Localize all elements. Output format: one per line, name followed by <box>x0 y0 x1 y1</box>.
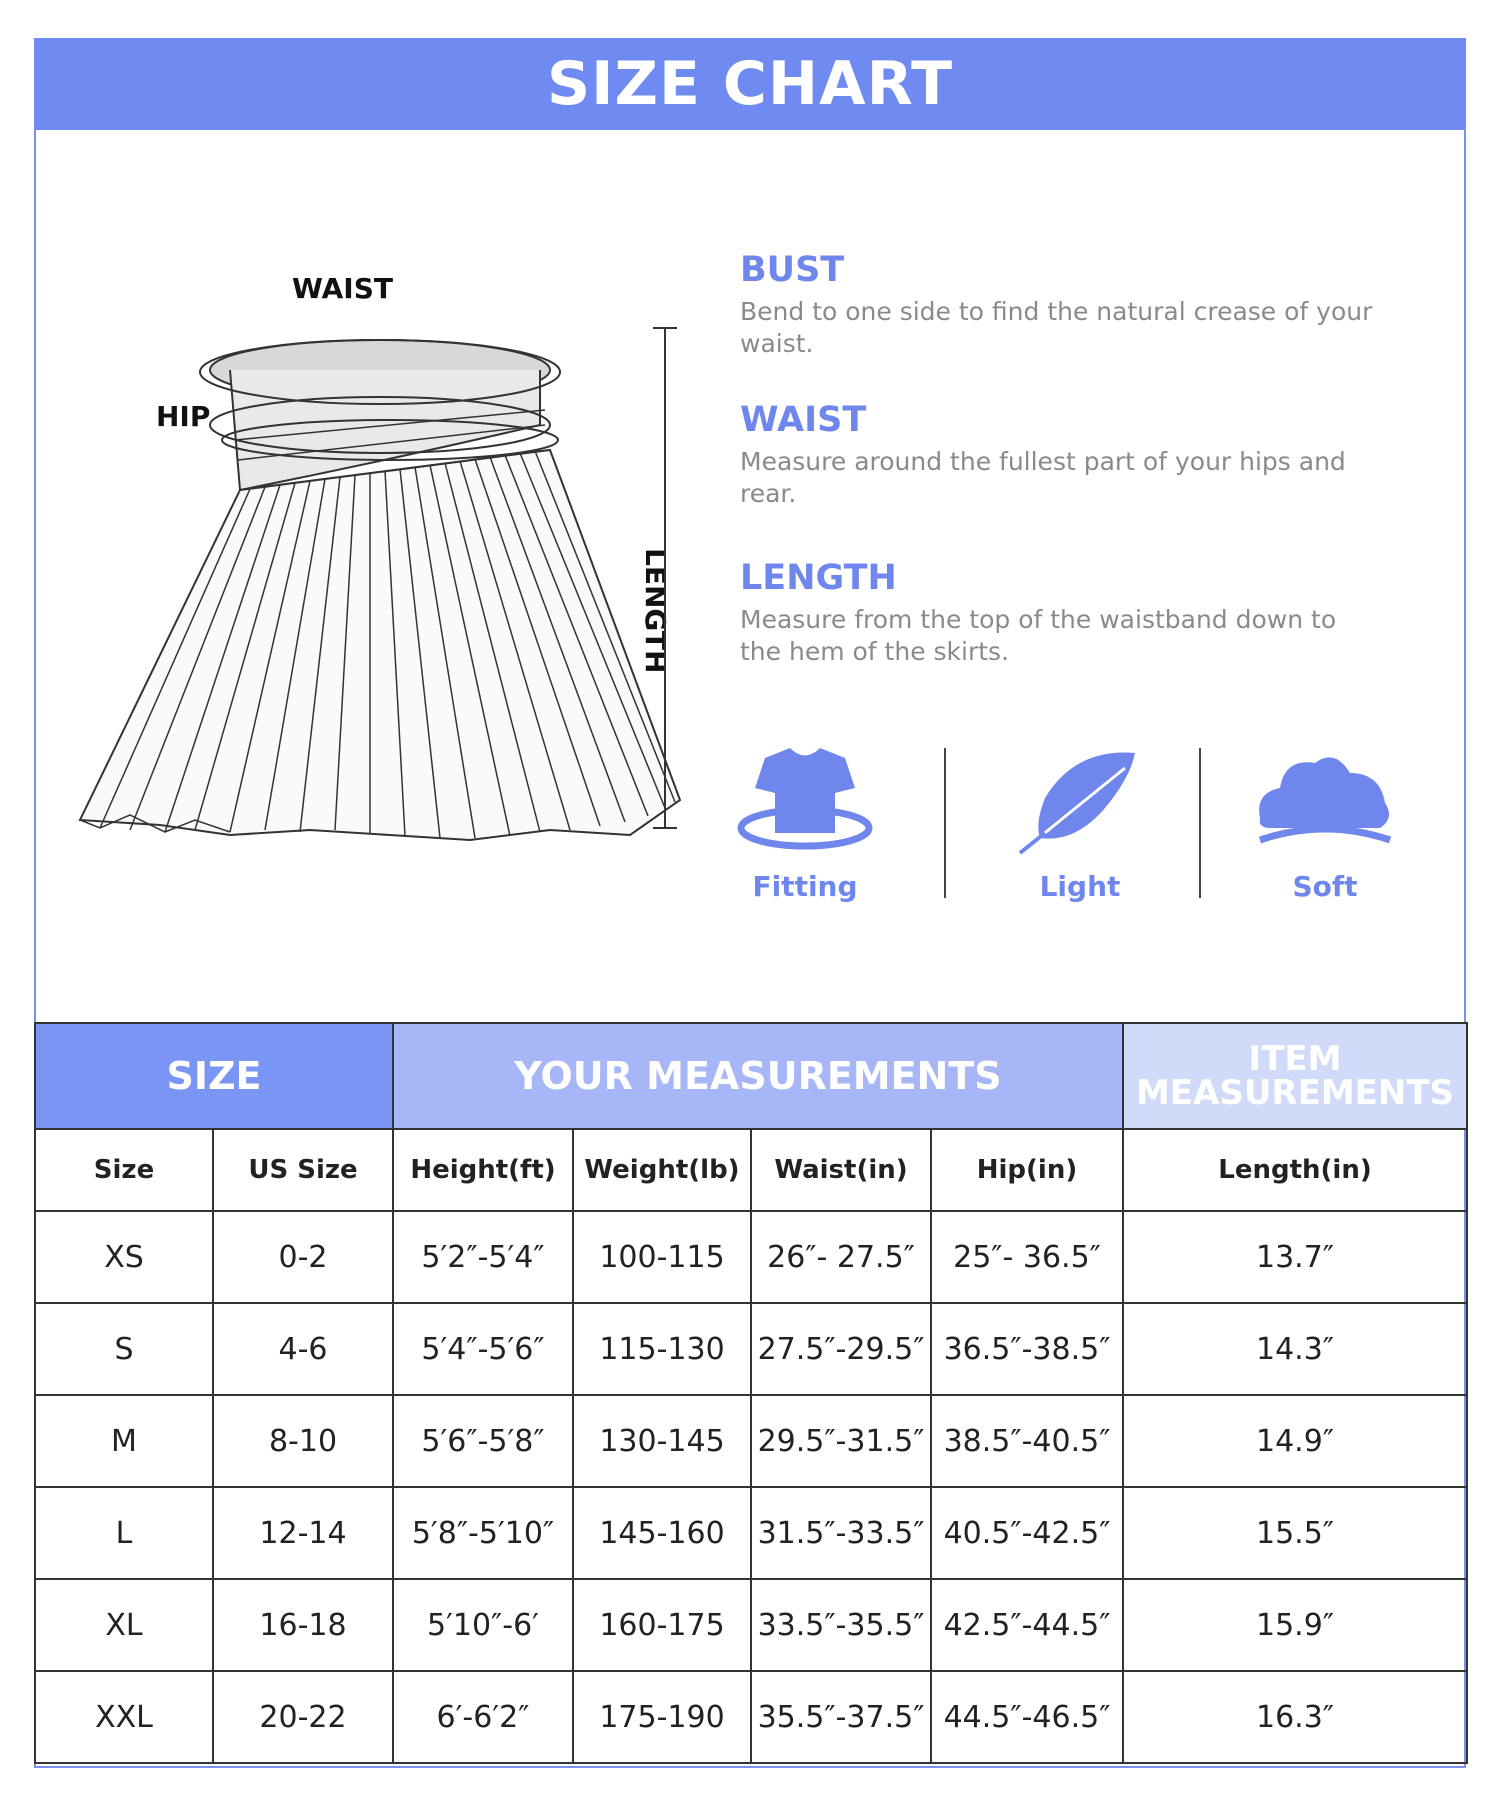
table-cell: 15.9″ <box>1123 1579 1467 1671</box>
length-description <box>740 558 1380 668</box>
table-cell: 25″- 36.5″ <box>931 1211 1123 1303</box>
bust-text: Bend to one side to find the natural crease of your waist. <box>740 297 1373 358</box>
table-cell: L <box>35 1487 213 1579</box>
table-cell: 115-130 <box>573 1303 751 1395</box>
table-cell: 100-115 <box>573 1211 751 1303</box>
table-cell: 16.3″ <box>1123 1671 1467 1763</box>
table-cell: XL <box>35 1579 213 1671</box>
table-cell: 13.7″ <box>1123 1211 1467 1303</box>
table-cell: 160-175 <box>573 1579 751 1671</box>
table-cell: 14.9″ <box>1123 1395 1467 1487</box>
column-header-row <box>35 1129 1467 1211</box>
table-cell: 33.5″-35.5″ <box>751 1579 931 1671</box>
table-cell: XXL <box>35 1671 213 1763</box>
waist-label: WAIST <box>292 272 393 305</box>
table-cell: 36.5″-38.5″ <box>931 1303 1123 1395</box>
table-cell: 5′2″-5′4″ <box>393 1211 573 1303</box>
group-header-size: SIZE <box>35 1023 393 1129</box>
table-cell: 26″- 27.5″ <box>751 1211 931 1303</box>
table-row <box>35 1487 1467 1579</box>
bust-heading: BUST <box>740 250 845 290</box>
length-heading: LENGTH <box>740 558 897 598</box>
table-cell: S <box>35 1303 213 1395</box>
table-row <box>35 1211 1467 1303</box>
table-cell: 31.5″-33.5″ <box>751 1487 931 1579</box>
feature-divider <box>944 748 946 898</box>
column-header: Hip(in) <box>931 1129 1123 1211</box>
column-header: Waist(in) <box>751 1129 931 1211</box>
table-cell: 5′8″-5′10″ <box>393 1487 573 1579</box>
tshirt-icon <box>735 748 875 858</box>
table-cell: 5′6″-5′8″ <box>393 1395 573 1487</box>
group-header-item-measurements: ITEM MEASUREMENTS <box>1123 1023 1467 1129</box>
column-header: Size <box>35 1129 213 1211</box>
feature-light <box>1005 748 1155 903</box>
waist-description <box>740 400 1380 510</box>
table-cell: 175-190 <box>573 1671 751 1763</box>
table-row <box>35 1579 1467 1671</box>
title-banner <box>34 38 1466 130</box>
table-cell: 4-6 <box>213 1303 393 1395</box>
table-cell: 8-10 <box>213 1395 393 1487</box>
table-cell: 5′4″-5′6″ <box>393 1303 573 1395</box>
table-cell: 16-18 <box>213 1579 393 1671</box>
table-cell: 40.5″-42.5″ <box>931 1487 1123 1579</box>
table-cell: 35.5″-37.5″ <box>751 1671 931 1763</box>
feature-label-soft: Soft <box>1292 870 1358 903</box>
table-cell: 27.5″-29.5″ <box>751 1303 931 1395</box>
column-header: Weight(lb) <box>573 1129 751 1211</box>
feature-label-light: Light <box>1039 870 1121 903</box>
feature-label-fitting: Fitting <box>752 870 858 903</box>
table-cell: 12-14 <box>213 1487 393 1579</box>
table-cell: 14.3″ <box>1123 1303 1467 1395</box>
table-row <box>35 1671 1467 1763</box>
table-cell: 6′-6′2″ <box>393 1671 573 1763</box>
table-cell: 0-2 <box>213 1211 393 1303</box>
skirt-diagram <box>70 260 710 860</box>
waist-heading: WAIST <box>740 400 867 440</box>
table-cell: 42.5″-44.5″ <box>931 1579 1123 1671</box>
table-cell: XS <box>35 1211 213 1303</box>
table-row <box>35 1303 1467 1395</box>
feather-icon <box>1015 748 1145 858</box>
table-cell: 38.5″-40.5″ <box>931 1395 1123 1487</box>
table-cell: 145-160 <box>573 1487 751 1579</box>
page-title: SIZE CHART <box>546 49 954 119</box>
feature-fitting <box>730 748 880 903</box>
column-header: Height(ft) <box>393 1129 573 1211</box>
size-table <box>34 1022 1468 1764</box>
table-row <box>35 1395 1467 1487</box>
column-header: US Size <box>213 1129 393 1211</box>
table-cell: 44.5″-46.5″ <box>931 1671 1123 1763</box>
table-cell: 29.5″-31.5″ <box>751 1395 931 1487</box>
length-label: LENGTH <box>639 548 672 674</box>
group-header-your-measurements: YOUR MEASUREMENTS <box>393 1023 1123 1129</box>
cloud-icon <box>1250 748 1400 858</box>
waist-text: Measure around the fullest part of your hips and rear. <box>740 447 1346 508</box>
table-cell: 5′10″-6′ <box>393 1579 573 1671</box>
group-header-row <box>35 1023 1467 1129</box>
feature-divider <box>1199 748 1201 898</box>
length-text: Measure from the top of the waistband down to the hem of the skirts. <box>740 605 1337 666</box>
bust-description <box>740 250 1380 360</box>
table-cell: 20-22 <box>213 1671 393 1763</box>
table-cell: 15.5″ <box>1123 1487 1467 1579</box>
hip-label: HIP <box>156 400 211 433</box>
table-cell: M <box>35 1395 213 1487</box>
feature-soft <box>1250 748 1400 903</box>
column-header: Length(in) <box>1123 1129 1467 1211</box>
table-cell: 130-145 <box>573 1395 751 1487</box>
